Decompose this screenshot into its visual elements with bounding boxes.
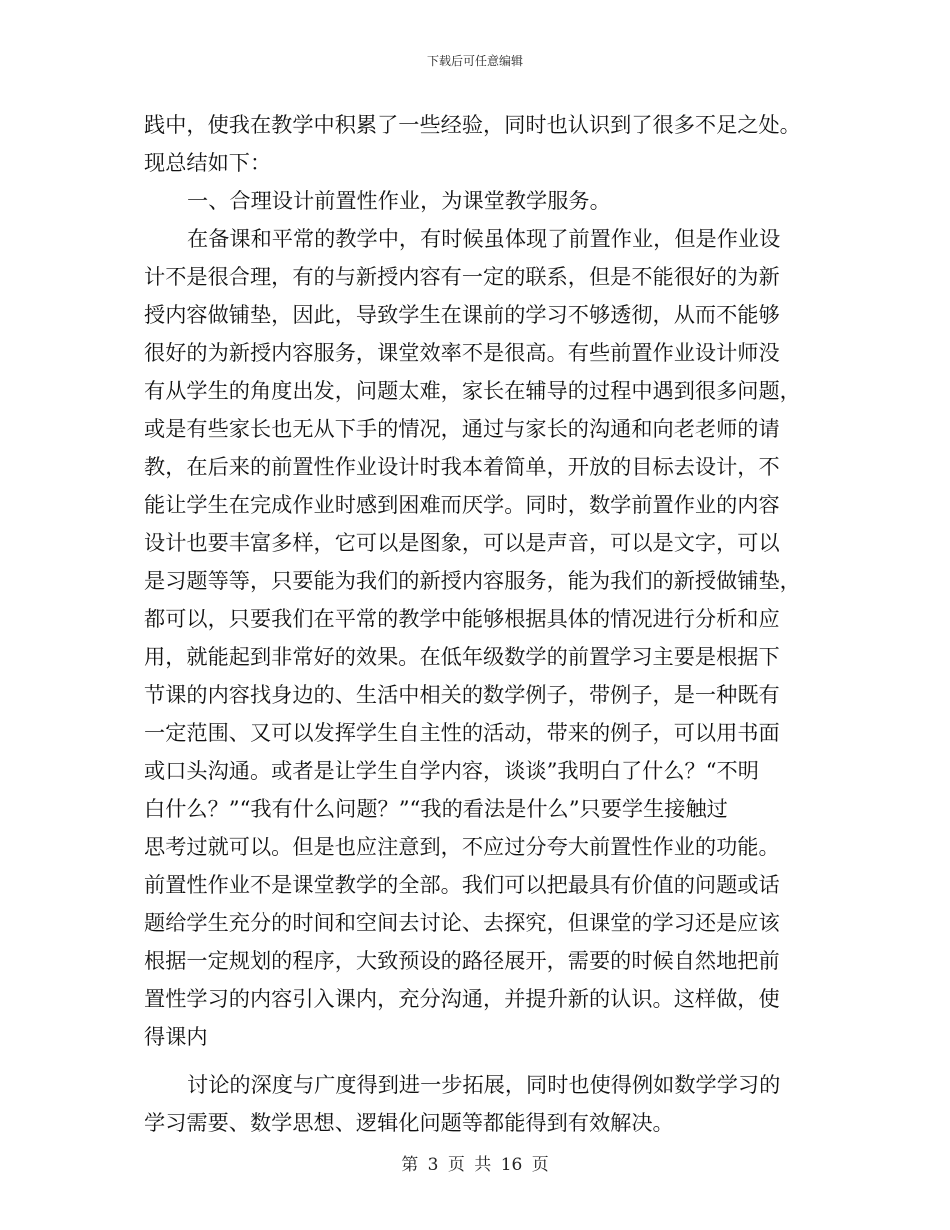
text-line: 一定范围、又可以发挥学生自主性的活动，带来的例子，可以用书面 [144, 720, 780, 745]
document-body [144, 106, 808, 1142]
text-line: 在备课和平常的教学中，有时候虽体现了前置作业，但是作业设 [187, 226, 781, 251]
page-footer: 第 3 页 共 16 页 [401, 1155, 549, 1175]
page-header: 下载后可任意编辑 [426, 54, 523, 68]
text-line: 计不是很合理，有的与新授内容有一定的联系，但是不能很好的为新 [144, 264, 780, 289]
text-line: 都可以，只要我们在平常的教学中能够根据具体的情况进行分析和应 [144, 606, 780, 631]
text-line: 有从学生的角度出发，问题太难，家长在辅导的过程中遇到很多问题， [144, 378, 801, 403]
text-line: 白什么？”“我有什么问题？”“我的看法是什么”只要学生接触过 [144, 796, 728, 821]
text-line: 根据一定规划的程序，大致预设的路径展开，需要的时候自然地把前 [144, 948, 780, 973]
text-line: 得课内 [144, 1024, 208, 1049]
section-heading: 一、合理设计前置性作业，为课堂教学服务。 [187, 188, 611, 213]
text-line: 现总结如下： [144, 150, 272, 175]
text-line: 前置性作业不是课堂教学的全部。我们可以把最具有价值的问题或话 [144, 872, 780, 897]
text-line: 设计也要丰富多样，它可以是图象，可以是声音，可以是文字，可以 [144, 530, 780, 555]
text-line: 很好的为新授内容服务，课堂效率不是很高。有些前置作业设计师没 [144, 340, 780, 365]
text-line: 是习题等等，只要能为我们的新授内容服务，能为我们的新授做铺垫， [144, 568, 801, 593]
text-line: 思考过就可以。但是也应注意到，不应过分夸大前置性作业的功能。 [144, 834, 780, 859]
text-line: 用，就能起到非常好的效果。在低年级数学的前置学习主要是根据下 [144, 644, 780, 669]
text-line: 或口头沟通。或者是让学生自学内容，谈谈”我明白了什么？“不明 [144, 758, 759, 783]
text-line: 节课的内容找身边的、生活中相关的数学例子，带例子，是一种既有 [144, 682, 780, 707]
text-line: 置性学习的内容引入课内，充分沟通，并提升新的认识。这样做，使 [144, 986, 780, 1011]
text-line: 能让学生在完成作业时感到困难而厌学。同时，数学前置作业的内容 [144, 492, 780, 517]
text-line: 践中，使我在教学中积累了一些经验，同时也认识到了很多不足之处。 [144, 112, 801, 137]
text-line: 讨论的深度与广度得到进一步拓展，同时也使得例如数学学习的 [187, 1072, 781, 1097]
text-line: 授内容做铺垫，因此，导致学生在课前的学习不够透彻，从而不能够 [144, 302, 780, 327]
text-line: 教，在后来的前置性作业设计时我本着简单，开放的目标去设计，不 [144, 454, 780, 479]
text-line: 题给学生充分的时间和空间去讨论、去探究，但课堂的学习还是应该 [144, 910, 780, 935]
text-line: 或是有些家长也无从下手的情况，通过与家长的沟通和向老老师的请 [144, 416, 780, 441]
text-line: 学习需要、数学思想、逻辑化问题等都能得到有效解决。 [144, 1110, 674, 1135]
